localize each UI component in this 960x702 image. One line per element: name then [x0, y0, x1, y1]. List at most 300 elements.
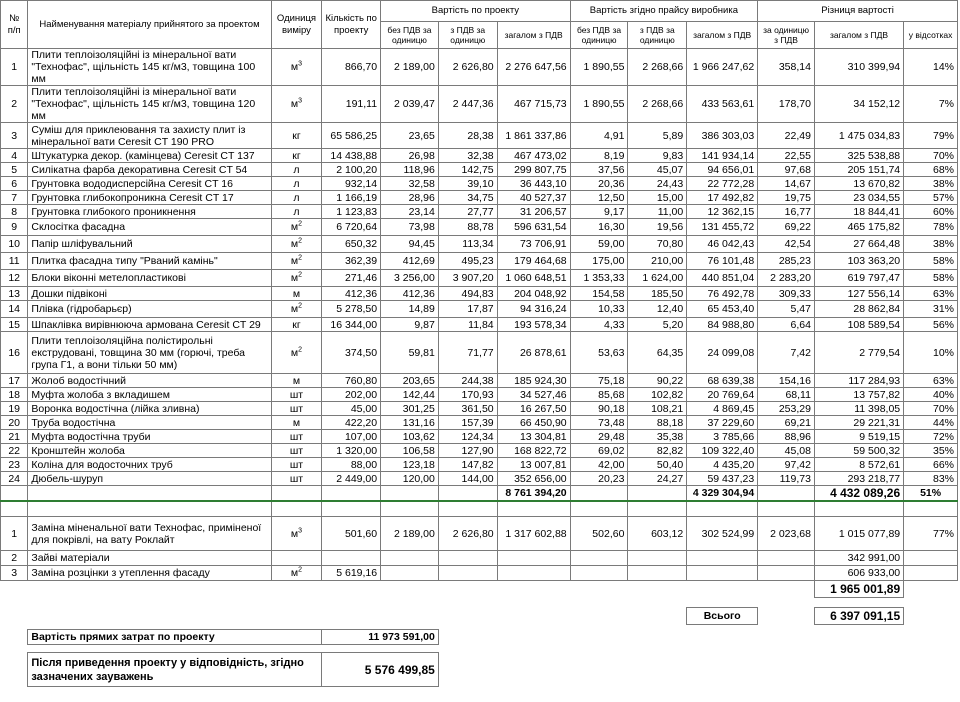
cell-p1: 28,96: [381, 191, 439, 205]
table-row: [1, 253, 958, 270]
cell-d3: 77%: [904, 517, 958, 551]
cell-p3: 36 443,10: [497, 177, 570, 191]
empty-cell: [322, 486, 381, 501]
cell-m1: 4,91: [570, 123, 628, 149]
cell-p3: 193 578,34: [497, 318, 570, 332]
cell-d3: 10%: [904, 332, 958, 374]
cell-d2: 29 221,31: [814, 416, 903, 430]
unit-text: м: [290, 98, 299, 110]
cell-name: Плитка фасадна типу "Рваний камінь": [28, 253, 271, 270]
cell-p1: 23,65: [381, 123, 439, 149]
cell-name: Силікатна фарба декоративна Ceresit CT 54: [28, 163, 271, 177]
cell-n: 2: [1, 86, 28, 123]
cell-m2: 15,00: [628, 191, 687, 205]
after-corrections-row: [1, 653, 958, 687]
cell-m1: 154,58: [570, 287, 628, 301]
cell-name: Кронштейн жолоба: [28, 444, 271, 458]
cell-name: Коліна для водосточних труб: [28, 458, 271, 472]
cell-qty: [322, 551, 381, 566]
cell-p2: 113,34: [438, 236, 497, 253]
table-row: [1, 191, 958, 205]
cell-n: 13: [1, 287, 28, 301]
cell-p2: 495,23: [438, 253, 497, 270]
cell-p3: 16 267,50: [497, 402, 570, 416]
cell-d1: 68,11: [758, 388, 815, 402]
cell-m1: 59,00: [570, 236, 628, 253]
cell-qty: 866,70: [322, 49, 381, 86]
cell-p1: 26,98: [381, 149, 439, 163]
after-corrections-value: 5 576 499,85: [322, 653, 439, 687]
col-header-unit: Одиниця виміру: [271, 1, 322, 49]
col-header-d-unit: за одиницю з ПДВ: [758, 22, 815, 49]
cell-m3: 109 322,40: [687, 444, 758, 458]
cell-d2: 59 500,32: [814, 444, 903, 458]
cell-m3: 141 934,14: [687, 149, 758, 163]
cell-m1: 175,00: [570, 253, 628, 270]
cell-qty: 5 619,16: [322, 566, 381, 581]
cell-d2: 8 572,61: [814, 458, 903, 472]
cell-d1: 2 283,20: [758, 270, 815, 287]
cell-m2: 2 268,66: [628, 86, 687, 123]
cell-m2: 64,35: [628, 332, 687, 374]
cell-d3: 57%: [904, 191, 958, 205]
cell-unit: [271, 402, 322, 416]
grand-total-row: [1, 608, 958, 625]
cell-qty: 14 438,88: [322, 149, 381, 163]
cell-m3: 17 492,82: [687, 191, 758, 205]
cell-p3: 66 450,90: [497, 416, 570, 430]
unit-exponent: 2: [298, 220, 303, 228]
cell-d3: 70%: [904, 149, 958, 163]
cell-m1: 10,33: [570, 301, 628, 318]
table-row: [1, 374, 958, 388]
empty-cell: [438, 501, 497, 517]
cell-m2: 45,07: [628, 163, 687, 177]
empty-cell: [758, 501, 815, 517]
cell-m1: 37,56: [570, 163, 628, 177]
cell-m2: 24,27: [628, 472, 687, 486]
cell-m1: 16,30: [570, 219, 628, 236]
cell-n: 23: [1, 458, 28, 472]
cell-p1: 203,65: [381, 374, 439, 388]
unit-text: м: [292, 416, 301, 429]
cell-p1: 118,96: [381, 163, 439, 177]
cell-name: Блоки віконні метелопластикові: [28, 270, 271, 287]
cell-d2: 13 670,82: [814, 177, 903, 191]
cell-m2: 9,83: [628, 149, 687, 163]
empty-cell: [1, 653, 28, 687]
cell-n: 20: [1, 416, 28, 430]
cell-d3: [904, 551, 958, 566]
cell-d3: 38%: [904, 236, 958, 253]
cell-p1: 123,18: [381, 458, 439, 472]
cell-d3: 56%: [904, 318, 958, 332]
empty-cell: [628, 486, 687, 501]
unit-text: шт: [289, 430, 304, 443]
table-row: [1, 472, 958, 486]
cell-m3: 24 099,08: [687, 332, 758, 374]
cell-qty: 412,36: [322, 287, 381, 301]
cell-d2: 117 284,93: [814, 374, 903, 388]
cell-d1: 2 023,68: [758, 517, 815, 551]
cell-n: 5: [1, 163, 28, 177]
cell-m2: 185,50: [628, 287, 687, 301]
cell-qty: 88,00: [322, 458, 381, 472]
cell-m2: 5,20: [628, 318, 687, 332]
unit-text: м: [290, 346, 299, 359]
unit-exponent: 2: [298, 237, 303, 245]
cell-m1: 75,18: [570, 374, 628, 388]
cell-n: 3: [1, 566, 28, 581]
cell-p3: 73 706,91: [497, 236, 570, 253]
empty-cell: [271, 486, 322, 501]
cell-m3: 440 851,04: [687, 270, 758, 287]
unit-exponent: 3: [298, 97, 303, 105]
cell-p3: 352 656,00: [497, 472, 570, 486]
cell-d1: 19,75: [758, 191, 815, 205]
cell-p3: 26 878,61: [497, 332, 570, 374]
cell-qty: 107,00: [322, 430, 381, 444]
cell-p2: 3 907,20: [438, 270, 497, 287]
cell-p3: 467 473,02: [497, 149, 570, 163]
cell-p1: 106,58: [381, 444, 439, 458]
cell-p1: 301,25: [381, 402, 439, 416]
unit-text: м: [290, 567, 299, 579]
extra-row: [1, 517, 958, 551]
cell-p3: 40 527,37: [497, 191, 570, 205]
cell-qty: 45,00: [322, 402, 381, 416]
cell-p1: 9,87: [381, 318, 439, 332]
unit-text: м: [292, 374, 301, 387]
cell-d1: [758, 566, 815, 581]
cell-unit: [271, 318, 322, 332]
unit-text: шт: [289, 472, 304, 485]
cell-m3: 20 769,64: [687, 388, 758, 402]
gap-row: [1, 645, 958, 653]
cell-p3: 34 527,46: [497, 388, 570, 402]
cell-m3: [687, 566, 758, 581]
cell-d3: 7%: [904, 86, 958, 123]
unit-exponent: 2: [298, 254, 303, 262]
cell-p3: 179 464,68: [497, 253, 570, 270]
cell-name: Плити теплоізоляційні із мінеральної вати "Технофас", щільність 145 кг/м3, товщина 120 мм: [28, 86, 271, 123]
cell-m1: 85,68: [570, 388, 628, 402]
total-difference-pct: 51%: [904, 486, 958, 501]
cell-p3: 94 316,24: [497, 301, 570, 318]
cell-p2: 144,00: [438, 472, 497, 486]
cell-m2: 11,00: [628, 205, 687, 219]
cell-unit: [271, 332, 322, 374]
empty-cell: [1, 608, 687, 625]
cell-d2: 23 034,55: [814, 191, 903, 205]
cell-n: 12: [1, 270, 28, 287]
col-header-p-vat: з ПДВ за одиницю: [438, 22, 497, 49]
cell-p2: 157,39: [438, 416, 497, 430]
table-row: [1, 430, 958, 444]
unit-text: м: [290, 272, 299, 284]
cell-name: Папір шліфувальний: [28, 236, 271, 253]
cell-d2: 18 844,41: [814, 205, 903, 219]
cell-qty: 932,14: [322, 177, 381, 191]
cell-m2: 12,40: [628, 301, 687, 318]
cell-name: Грунтовка глибокого проникнення: [28, 205, 271, 219]
cell-name: Грунтовка глибокопроникна Ceresit CT 17: [28, 191, 271, 205]
cell-name: Плити теплоізоляційна полістирольні екструдовані, товщина 30 мм (горючі, треба група Г1, а вони тільки 50 мм): [28, 332, 271, 374]
unit-text: кг: [292, 149, 301, 162]
cell-p2: 127,90: [438, 444, 497, 458]
cell-unit: [271, 205, 322, 219]
cell-d2: 465 175,82: [814, 219, 903, 236]
cell-d2: 293 218,77: [814, 472, 903, 486]
cell-name: Дошки підвіконі: [28, 287, 271, 301]
cell-m2: 88,18: [628, 416, 687, 430]
empty-cell: [381, 486, 439, 501]
cell-d1: 88,96: [758, 430, 815, 444]
cell-p3: [497, 551, 570, 566]
cell-unit: [271, 191, 322, 205]
cell-d1: 69,22: [758, 219, 815, 236]
cell-p3: 467 715,73: [497, 86, 570, 123]
cell-m1: 20,36: [570, 177, 628, 191]
cell-m1: [570, 566, 628, 581]
cell-p3: 204 048,92: [497, 287, 570, 301]
cell-unit: [271, 253, 322, 270]
empty-cell: [904, 501, 958, 517]
cell-p2: 2 447,36: [438, 86, 497, 123]
extra-total-row: [1, 581, 958, 598]
cell-p2: 17,87: [438, 301, 497, 318]
unit-text: м: [290, 61, 299, 73]
cell-d2: 2 779,54: [814, 332, 903, 374]
cell-m2: 2 268,66: [628, 49, 687, 86]
cell-n: 14: [1, 301, 28, 318]
cell-qty: 374,50: [322, 332, 381, 374]
cell-m2: 5,89: [628, 123, 687, 149]
cell-unit: [271, 444, 322, 458]
cell-d1: 69,21: [758, 416, 815, 430]
cell-unit: [271, 86, 322, 123]
cell-m3: 84 988,80: [687, 318, 758, 332]
cell-m3: 12 362,15: [687, 205, 758, 219]
cell-name: Труба водостічна: [28, 416, 271, 430]
cell-n: 21: [1, 430, 28, 444]
col-header-m-nonvat: без ПДВ за одиницю: [570, 22, 628, 49]
cell-p2: [438, 566, 497, 581]
cell-d3: 35%: [904, 444, 958, 458]
cell-d1: 358,14: [758, 49, 815, 86]
cell-unit: [271, 301, 322, 318]
cell-d1: 16,77: [758, 205, 815, 219]
cell-d2: 1 475 034,83: [814, 123, 903, 149]
cell-qty: 1 166,19: [322, 191, 381, 205]
col-header-m-vat: з ПДВ за одиницю: [628, 22, 687, 49]
col-group-cost-difference: Різниця вартості: [758, 1, 958, 22]
cell-qty: 422,20: [322, 416, 381, 430]
unit-text: шт: [289, 444, 304, 457]
cell-unit: [271, 270, 322, 287]
cell-n: 15: [1, 318, 28, 332]
cell-m1: 4,33: [570, 318, 628, 332]
cell-m2: 102,82: [628, 388, 687, 402]
col-header-num: № п/п: [1, 1, 28, 49]
cell-n: 1: [1, 49, 28, 86]
table-row: [1, 388, 958, 402]
unit-text: м: [290, 255, 299, 267]
totals-row: [1, 486, 958, 501]
empty-cell: [628, 501, 687, 517]
extra-row: [1, 566, 958, 581]
cell-p2: 39,10: [438, 177, 497, 191]
cell-m2: 108,21: [628, 402, 687, 416]
cell-d2: 103 363,20: [814, 253, 903, 270]
cell-name: Штукатурка декор. (камінцева) Ceresit CT 137: [28, 149, 271, 163]
cell-p2: 170,93: [438, 388, 497, 402]
cell-m3: 433 563,61: [687, 86, 758, 123]
cell-name: Муфта жолоба з вкладишем: [28, 388, 271, 402]
cell-unit: [271, 517, 322, 551]
cell-m1: 1 353,33: [570, 270, 628, 287]
direct-costs-row: [1, 630, 958, 645]
cell-m2: 70,80: [628, 236, 687, 253]
after-corrections-label: Після приведення проекту у відповідність, згідно зазначених зауважень: [28, 653, 322, 687]
unit-text: л: [293, 163, 300, 176]
unit-text: л: [293, 205, 300, 218]
cell-qty: 65 586,25: [322, 123, 381, 149]
cell-m2: 24,43: [628, 177, 687, 191]
cell-n: 8: [1, 205, 28, 219]
cell-m3: 386 303,03: [687, 123, 758, 149]
cell-p2: 28,38: [438, 123, 497, 149]
table-row: [1, 219, 958, 236]
cell-name: Муфта водостічна труби: [28, 430, 271, 444]
empty-cell: [1, 581, 815, 598]
cell-name: Шпаклівка вирівнююча армована Ceresit CT 29: [28, 318, 271, 332]
cell-p1: 2 039,47: [381, 86, 439, 123]
cell-p2: 361,50: [438, 402, 497, 416]
cell-d3: 14%: [904, 49, 958, 86]
cell-name: Плити теплоізоляційні із мінеральної вати "Технофас", щільність 145 кг/м3, товщина 100 мм: [28, 49, 271, 86]
table-row: [1, 205, 958, 219]
cell-p1: 412,36: [381, 287, 439, 301]
table-row: [1, 270, 958, 287]
cell-m3: 65 453,40: [687, 301, 758, 318]
cell-d2: 1 015 077,89: [814, 517, 903, 551]
cell-p2: 142,75: [438, 163, 497, 177]
cell-d2: 27 664,48: [814, 236, 903, 253]
cell-d1: 178,70: [758, 86, 815, 123]
cell-p2: 244,38: [438, 374, 497, 388]
unit-text: м: [290, 238, 299, 250]
cell-m1: [570, 551, 628, 566]
cell-m3: 94 656,01: [687, 163, 758, 177]
cell-d3: 83%: [904, 472, 958, 486]
cell-unit: [271, 236, 322, 253]
total-difference: 4 432 089,26: [814, 486, 903, 501]
cell-p3: 596 631,54: [497, 219, 570, 236]
empty-cell: [438, 486, 497, 501]
cell-qty: 202,00: [322, 388, 381, 402]
cell-m2: 90,22: [628, 374, 687, 388]
cell-n: 16: [1, 332, 28, 374]
cell-m1: 53,63: [570, 332, 628, 374]
cell-n: 17: [1, 374, 28, 388]
cell-p2: [438, 551, 497, 566]
unit-text: л: [293, 191, 300, 204]
cell-d1: 22,55: [758, 149, 815, 163]
cell-d1: 5,47: [758, 301, 815, 318]
cell-m1: 20,23: [570, 472, 628, 486]
empty-cell: [1, 645, 958, 653]
cell-m3: 37 229,60: [687, 416, 758, 430]
cell-m1: 502,60: [570, 517, 628, 551]
cell-unit: [271, 551, 322, 566]
cell-p1: 131,16: [381, 416, 439, 430]
empty-cell: [904, 581, 958, 598]
cell-p2: 2 626,80: [438, 517, 497, 551]
cell-m3: 3 785,66: [687, 430, 758, 444]
cell-unit: [271, 566, 322, 581]
cell-p1: 142,44: [381, 388, 439, 402]
grand-total-value: 6 397 091,15: [814, 608, 903, 625]
cell-p1: 14,89: [381, 301, 439, 318]
cell-p2: 11,84: [438, 318, 497, 332]
cell-m2: 603,12: [628, 517, 687, 551]
unit-text: шт: [289, 458, 304, 471]
cell-unit: [271, 123, 322, 149]
direct-costs-value: 11 973 591,00: [322, 630, 439, 645]
cell-d3: 38%: [904, 177, 958, 191]
cell-p1: 2 189,00: [381, 49, 439, 86]
cell-p1: 23,14: [381, 205, 439, 219]
cell-d3: 40%: [904, 388, 958, 402]
cell-p1: 412,69: [381, 253, 439, 270]
cell-d2: 606 933,00: [814, 566, 903, 581]
cell-m3: 302 524,99: [687, 517, 758, 551]
unit-exponent: 2: [298, 346, 303, 353]
cell-m2: [628, 551, 687, 566]
cell-m1: 90,18: [570, 402, 628, 416]
cell-d1: 253,29: [758, 402, 815, 416]
cell-name: Плівка (гідробарьєр): [28, 301, 271, 318]
cell-n: 24: [1, 472, 28, 486]
cell-name: Дюбель-шуруп: [28, 472, 271, 486]
table-row: [1, 416, 958, 430]
cell-m3: 4 435,20: [687, 458, 758, 472]
header-row-top: [1, 1, 958, 22]
cell-qty: 6 720,64: [322, 219, 381, 236]
cell-d1: 45,08: [758, 444, 815, 458]
cell-n: 2: [1, 551, 28, 566]
cell-d3: 72%: [904, 430, 958, 444]
cell-d2: 28 862,84: [814, 301, 903, 318]
cell-n: 19: [1, 402, 28, 416]
cell-m3: 46 042,43: [687, 236, 758, 253]
cell-p3: 13 007,81: [497, 458, 570, 472]
cell-name: Воронка водостічна (лійка зливна): [28, 402, 271, 416]
cell-m3: 131 455,72: [687, 219, 758, 236]
cell-d2: 127 556,14: [814, 287, 903, 301]
empty-cell: [497, 501, 570, 517]
cell-d2: 13 757,82: [814, 388, 903, 402]
empty-cell: [322, 501, 381, 517]
cell-d1: 6,64: [758, 318, 815, 332]
cell-m1: 9,17: [570, 205, 628, 219]
cell-m3: 1 966 247,62: [687, 49, 758, 86]
cell-p2: 27,77: [438, 205, 497, 219]
unit-text: шт: [289, 402, 304, 415]
cell-n: 10: [1, 236, 28, 253]
unit-text: кг: [292, 129, 301, 142]
